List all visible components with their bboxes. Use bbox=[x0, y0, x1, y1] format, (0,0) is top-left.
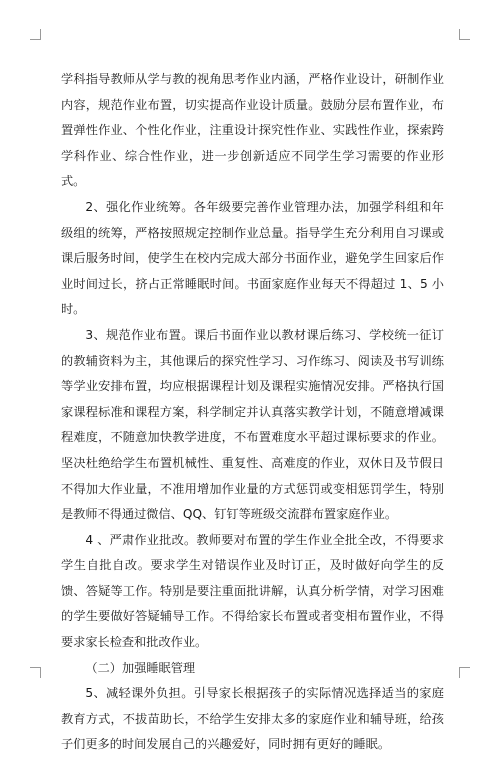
document-page bbox=[61, 67, 444, 758]
crop-mark-bottom-left bbox=[30, 667, 41, 678]
paragraph-strengthen-coordination: 2、强化作业统筹。各年级要完善作业管理办法，加强学科组和年级组的统筹，严格按照规定控制作业总量。指导学生充分利用自习课或课后服务时间，使学生在校内完成大部分书面作业，避免学生回家后作业时间过长，挤占正常睡眠时间。书面家庭作业每天不得超过 1、5 小时。 bbox=[61, 199, 444, 317]
section-heading-sleep-management: （二）加强睡眠管理 bbox=[85, 660, 196, 675]
crop-mark-bottom-right bbox=[459, 667, 470, 678]
paragraph-reduce-burden: 5、减轻课外负担。引导家长根据孩子的实际情况选择适当的家庭教育方式，不拔苗助长，不给学生安排太多的家庭作业和辅导班，给孩子们更多的时间发展自己的兴趣爱好，同时拥有更好的睡眠。 bbox=[61, 686, 444, 752]
crop-mark-top-right bbox=[459, 29, 470, 40]
paragraph-standardize-assignment: 3、规范作业布置。课后书面作业以教材课后练习、学校统一征订的教辅资料为主，其他课后的探究性学习、习作练习、阅读及书写训练等学业安排布置，均应根据课程计划及课程实施情况安排。严格执行国家课程标准和课程方案，科学制定并认真落实教学计划，不随意增减课程难度，不随意加快教学进度，不布置难度水平超过课标要求的作业。坚决杜绝给学生布置机械性、重复性、高难度的作业，双休日及节假日不得加大作业量，不准用增加作业量的方式惩罚或变相惩罚学生，特别是教师不得通过微信、QQ、钉钉等班级交流群布置家庭作业。 bbox=[61, 327, 444, 522]
crop-mark-top-left bbox=[30, 29, 41, 40]
paragraph-strict-grading: 4 、严肃作业批改。教师要对布置的学生作业全批全改，不得要求学生自批自改。要求学生对错误作业及时订正，及时做好向学生的反馈、答疑等工作。特别是要注重面批讲解，认真分析学情，对学习困难的学生要做好答疑辅导工作。不得给家长布置或者变相布置作业，不得要求家长检查和批改作业。 bbox=[61, 532, 444, 650]
paragraph-continuation: 学科指导教师从学与教的视角思考作业内涵，严格作业设计，研制作业内容，规范作业布置，切实提高作业设计质量。鼓励分层布置作业，布置弹性作业、个性化作业，注重设计探究性作业、实践性作业，探索跨学科作业、综合性作业，进一步创新适应不同学生学习需要的作业形式。 bbox=[61, 72, 444, 189]
